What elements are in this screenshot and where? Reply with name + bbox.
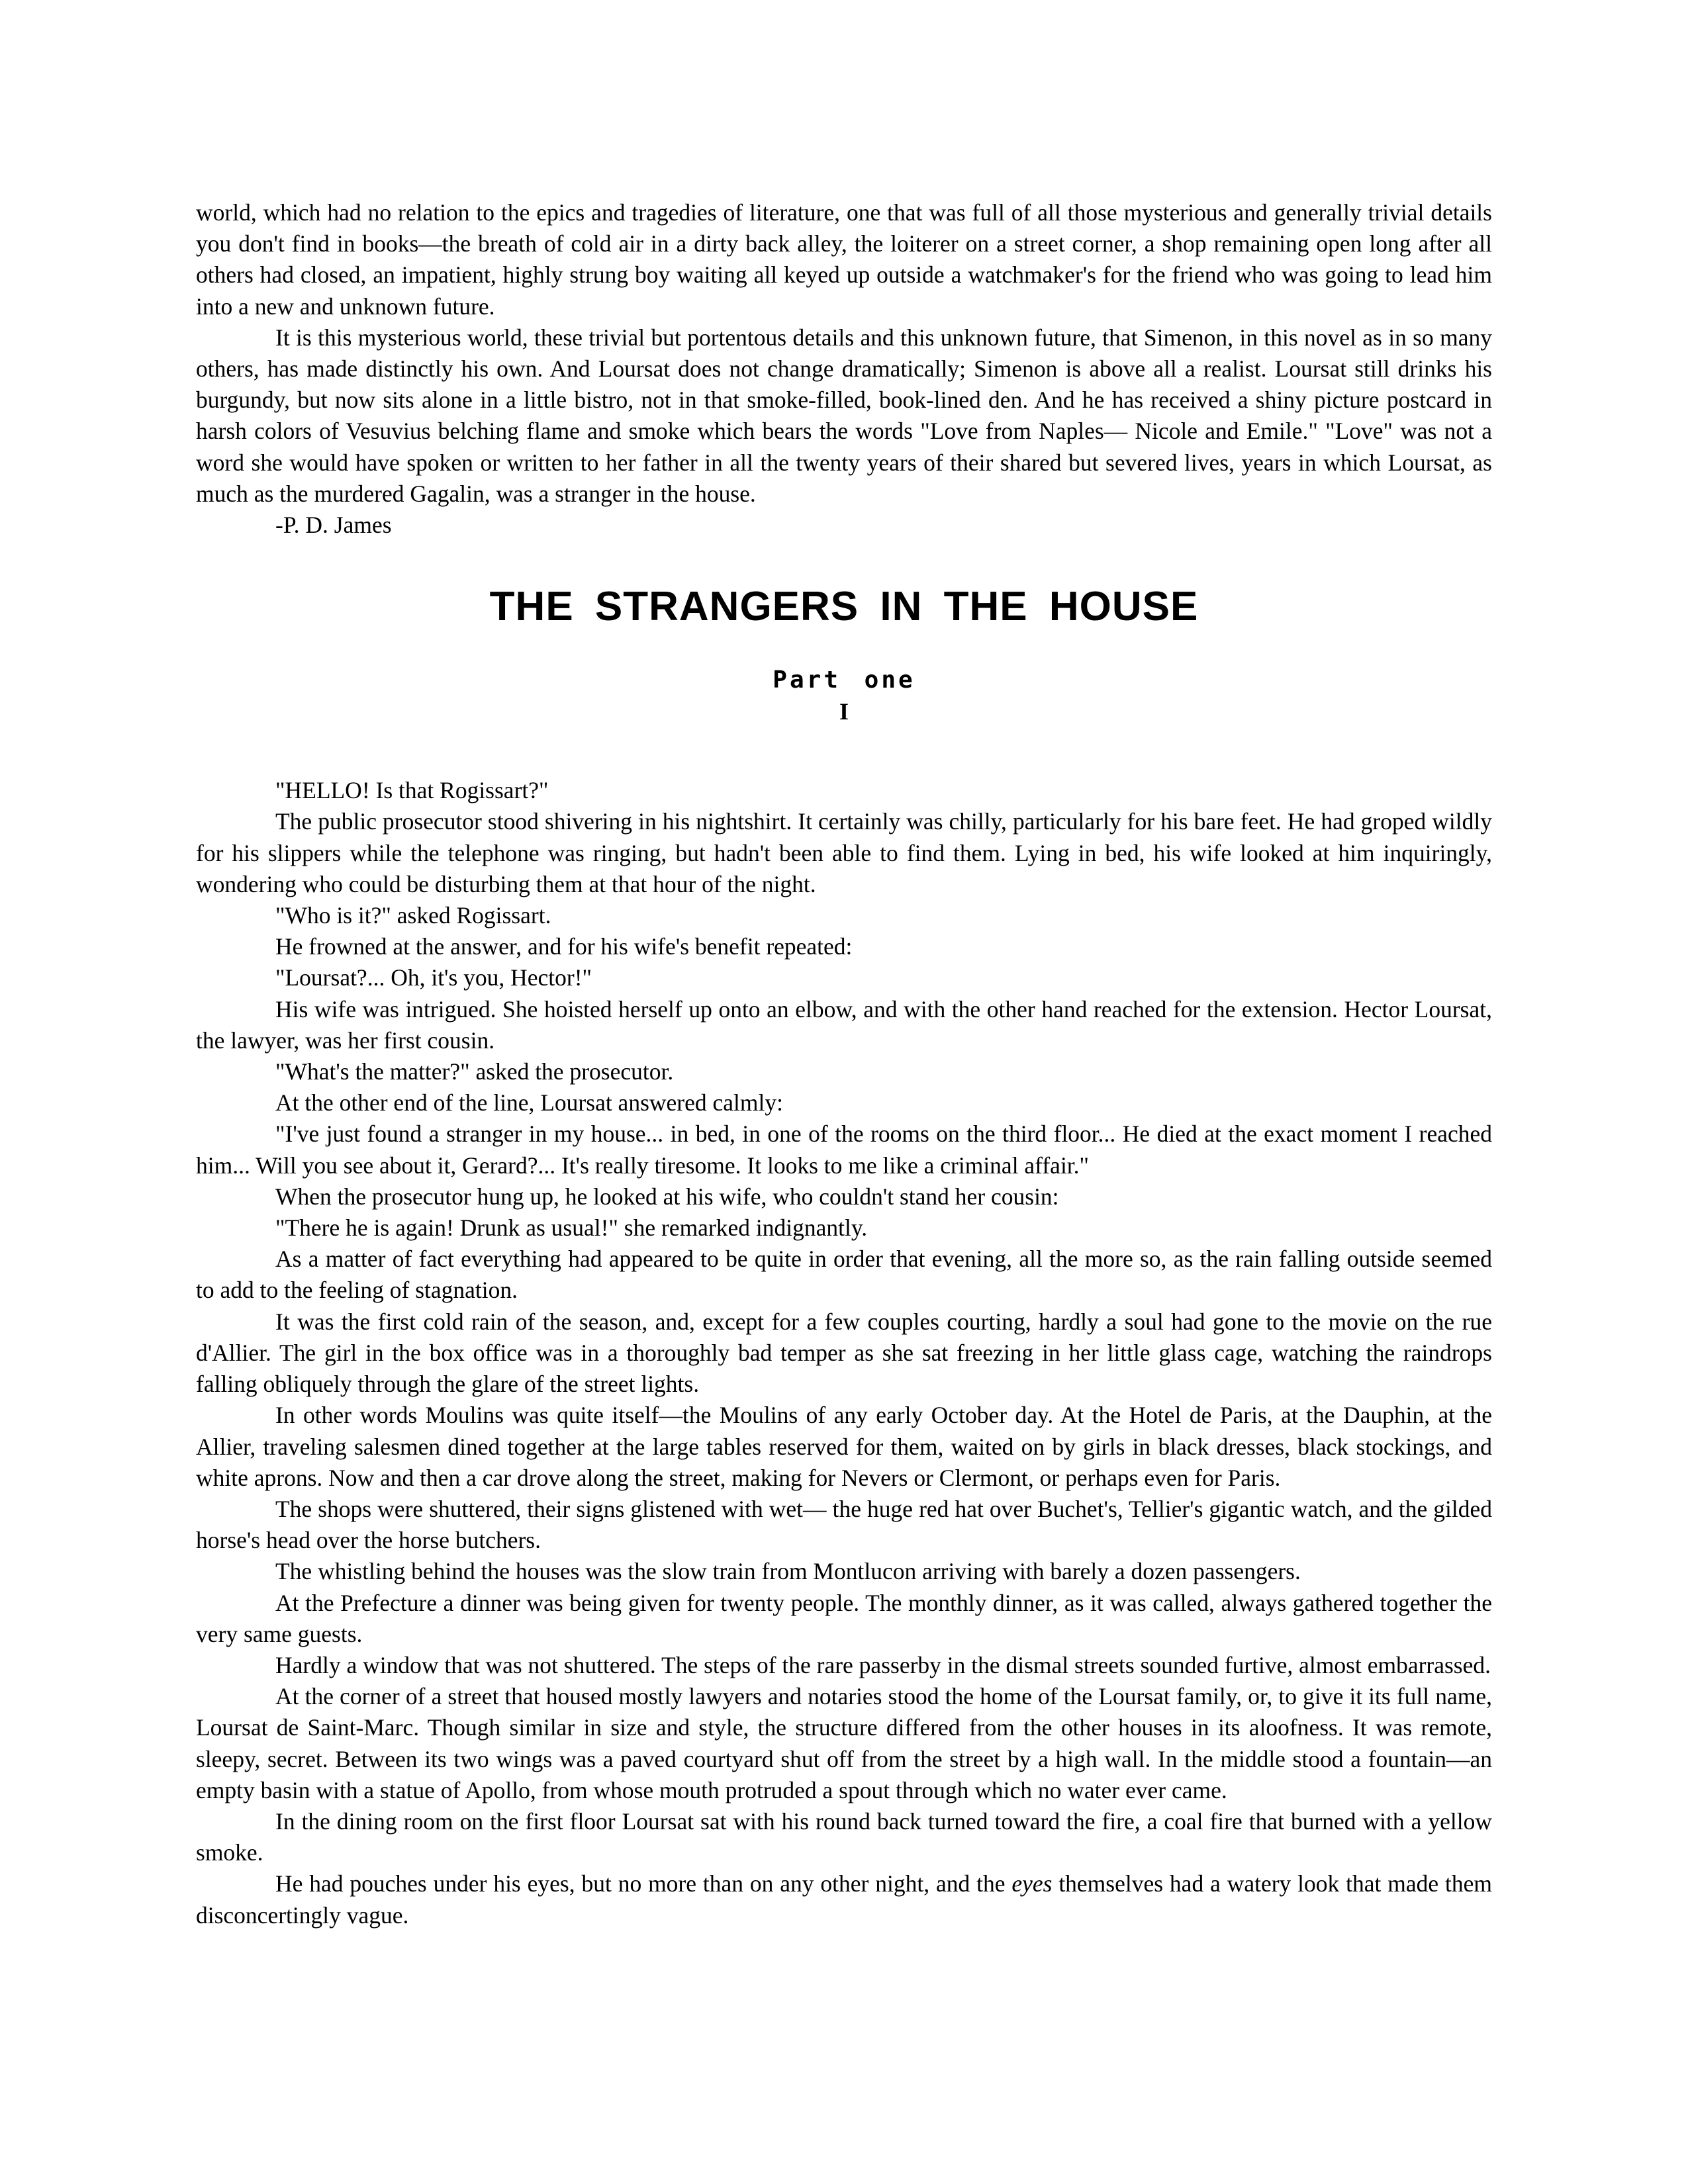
part-heading: Part one — [773, 666, 915, 694]
chapter-paragraph: At the Prefecture a dinner was being given for twenty people. The monthly dinner, as it was called, always gathered together the very same guests. — [196, 1589, 1492, 1647]
chapter-paragraph: He frowned at the answer, and for his wife's benefit repeated: — [275, 933, 853, 960]
chapter-text-span: He had pouches under his eyes, but no more than on any other night, and the — [275, 1870, 1012, 1897]
chapter-text-span: themselves had a watery look that made them disconcertingly vague. — [196, 1870, 1493, 1929]
chapter-paragraph: At the other end of the line, Loursat answered calmly: — [275, 1089, 783, 1116]
chapter-paragraph: The public prosecutor stood shivering in his nightshirt. It certainly was chilly, particularly for his bare feet. He had groped wildly for his slippers while the telephone was ringing, but hadn't been able to find them. Lying in bed, his wife looked at him inquiringly, wondering who could be disturbing them at that hour of the night. — [196, 808, 1492, 897]
chapter-paragraph: At the corner of a street that housed mostly lawyers and notaries stood the home of the Loursat family, or, to give it its full name, Loursat de Saint-Marc. Though similar in size and style, the structure differed from the other houses in its aloofness. It was remote, sleepy, secret. Between its two wings was a paved courtyard shut off from the street by a high wall. In the middle stood a fountain—an empty basin with a statue of Apollo, from whose mouth protruded a spout through which no water ever came. — [196, 1683, 1492, 1803]
chapter-paragraph: In the dining room on the first floor Loursat sat with his round back turned toward the fire, a coal fire that burned with a yellow smoke. — [196, 1807, 1492, 1866]
foreword-excerpt — [196, 197, 1492, 541]
document-page — [196, 197, 1492, 1931]
chapter-paragraph — [196, 1868, 1492, 1931]
chapter-paragraph: "There he is again! Drunk as usual!" she remarked indignantly. — [275, 1214, 868, 1242]
foreword-paragraph: It is this mysterious world, these trivial but portentous details and this unknown future, that Simenon, in this novel as in so many others, has made distinctly his own. And Loursat does not change dramatically; Simenon is above all a realist. Loursat still drinks his burgundy, but now sits alone in a little bistro, not in that smoke-filled, book-lined den. And he has received a shiny picture postcard in harsh colors of Vesuvius belching flame and smoke which bears the words "Love from Naples— Nicole and Emile." "Love" was not a word she would have spoken or written to her father in all the twenty years of their shared but severed lives, years in which Loursat, as much as the murdered Gagalin, was a stranger in the house. — [196, 324, 1492, 507]
chapter-text — [196, 775, 1492, 1931]
chapter-paragraph: "What's the matter?" asked the prosecutor. — [275, 1058, 674, 1085]
chapter-paragraph: His wife was intrigued. She hoisted herself up onto an elbow, and with the other hand reached for the extension. Hector Loursat, the lawyer, was her first cousin. — [196, 995, 1492, 1054]
chapter-paragraph: "I've just found a stranger in my house... in bed, in one of the rooms on the third floor... He died at the exact moment I reached him... Will you see about it, Gerard?... It's really tiresome. It looks to me like a criminal affair." — [196, 1120, 1492, 1179]
chapter-paragraph: Hardly a window that was not shuttered. The steps of the rare passerby in the dismal streets sounded furtive, almost embarrassed. — [275, 1651, 1491, 1678]
chapter-paragraph: The shops were shuttered, their signs glistened with wet— the huge red hat over Buchet's, Tellier's gigantic watch, and the gilded horse's head over the horse butchers. — [196, 1495, 1492, 1554]
chapter-paragraph: "HELLO! Is that Rogissart?" — [275, 777, 549, 804]
book-title: THE STRANGERS IN THE HOUSE — [489, 584, 1199, 630]
foreword-paragraph: world, which had no relation to the epics and tragedies of literature, one that was full of all those mysterious and generally trivial details you don't find in books—the breath of cold air in a dirty back alley, the loiterer on a street corner, a shop remaining open long after all others had closed, an impatient, highly strung boy waiting all keyed up outside a watchmaker's for the friend who was going to lead him into a new and unknown future. — [196, 199, 1492, 320]
chapter-paragraph: The whistling behind the houses was the slow train from Montlucon arriving with barely a dozen passengers. — [275, 1558, 1301, 1585]
chapter-paragraph: It was the first cold rain of the season, and, except for a few couples courting, hardly a soul had gone to the movie on the rue d'Allier. The girl in the box office was in a thoroughly bad temper as she sat freezing in her little glass cage, watching the raindrops falling obliquely through the glare of the street lights. — [196, 1308, 1492, 1398]
chapter-paragraph: In other words Moulins was quite itself—the Moulins of any early October day. At the Hotel de Paris, at the Dauphin, at the Allier, traveling salesmen dined together at the large tables reserved for them, waited on by girls in black dresses, black stockings, and white aprons. Now and then a car drove along the street, making for Nevers or Clermont, or perhaps even for Paris. — [196, 1402, 1492, 1491]
chapter-paragraph: As a matter of fact everything had appeared to be quite in order that evening, all the more so, as the rain falling outside seemed to add to the feeling of stagnation. — [196, 1246, 1492, 1304]
chapter-paragraph: "Who is it?" asked Rogissart. — [275, 902, 551, 929]
chapter-paragraph: "Loursat?... Oh, it's you, Hector!" — [275, 964, 592, 991]
emphasized-word: eyes — [1011, 1870, 1053, 1897]
foreword-attribution: -P. D. James — [275, 512, 392, 539]
chapter-number: I — [839, 698, 849, 725]
chapter-paragraph: When the prosecutor hung up, he looked at his wife, who couldn't stand her cousin: — [275, 1183, 1059, 1210]
